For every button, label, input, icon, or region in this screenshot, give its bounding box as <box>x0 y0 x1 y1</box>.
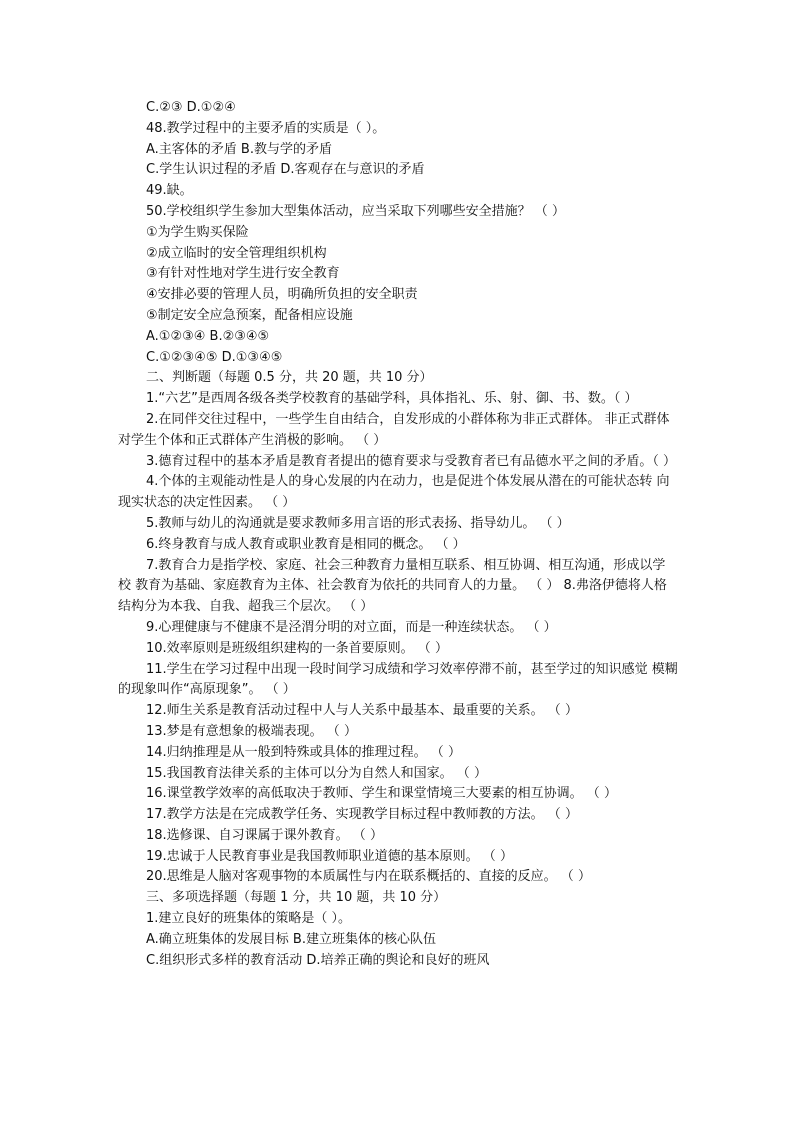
tf-question-19: 19.忠诚于人民教育事业是我国教师职业道德的基本原则。 （ ） <box>146 848 513 864</box>
tf-question-2: 2.在同伴交往过程中，一些学生自由结合，自发形成的小群体称为非正式群体。 非正式群体 对学生个体和正式群体产生消极的影响。 （ ） <box>118 411 670 448</box>
tf-question-1: 1.“六艺”是西周各级各类学校教育的基础学科，具体指礼、乐、射、御、书、数。（ ） <box>146 391 638 407</box>
mc-question-1-options-ab: A.确立班集体的发展目标 B.建立班集体的核心队伍 <box>146 931 436 947</box>
document-body <box>118 98 678 971</box>
answer-options-47-cd: C.②③ D.①②④ <box>146 100 236 115</box>
tf-question-15: 15.我国教育法律关系的主体可以分为自然人和国家。 （ ） <box>146 765 487 781</box>
question-50-item-1: ①为学生购买保险 <box>146 224 249 240</box>
question-50-item-3: ③有针对性地对学生进行安全教育 <box>146 266 340 282</box>
tf-question-6: 6.终身教育与成人教育或职业教育是相同的概念。 （ ） <box>146 536 466 552</box>
question-48-options-ab: A.主客体的矛盾 B.教与学的矛盾 <box>146 141 332 157</box>
mc-question-1: 1.建立良好的班集体的策略是（ ）。 <box>146 911 352 927</box>
question-50-options-cd: C.①②③④⑤ D.①③④⑤ <box>146 349 283 365</box>
question-50-item-4: ④安排必要的管理人员，明确所负担的安全职责 <box>146 287 418 303</box>
tf-question-11: 11.学生在学习过程中出现一段时间学习成绩和学习效率停滞不前，甚至学过的知识感觉 模糊的现象叫作“高原现象”。 （ ） <box>118 661 678 698</box>
tf-question-13: 13.梦是有意想象的极端表现。 （ ） <box>146 723 357 739</box>
section-heading-multiple-choice: 三、多项选择题（每题 1 分，共 10 题，共 10 分） <box>146 890 447 906</box>
section-heading-true-false: 二、判断题（每题 0.5 分，共 20 题，共 10 分） <box>146 370 433 386</box>
question-50-options-ab: A.①②③④ B.②③④⑤ <box>146 328 270 344</box>
question-50-item-2: ②成立临时的安全管理组织机构 <box>146 245 327 261</box>
tf-question-3: 3.德育过程中的基本矛盾是教育者提出的德育要求与受教育者已有品德水平之间的矛盾。（ ） <box>146 453 677 469</box>
tf-question-4: 4.个体的主观能动性是人的身心发展的内在动力，也是促进个体发展从潜在的可能状态转 向现实状态的决定性因素。 （ ） <box>118 474 670 511</box>
tf-question-12: 12.师生关系是教育活动过程中人与人关系中最基本、最重要的关系。 （ ） <box>146 703 578 719</box>
tf-question-5: 5.教师与幼儿的沟通就是要求教师多用言语的形式表扬、指导幼儿。 （ ） <box>146 515 570 531</box>
question-50: 50.学校组织学生参加大型集体活动，应当采取下列哪些安全措施？ （ ） <box>146 203 565 219</box>
tf-question-17: 17.教学方法是在完成教学任务、实现教学目标过程中教师教的方法。 （ ） <box>146 807 578 823</box>
question-48-options-cd: C.学生认识过程的矛盾 D.客观存在与意识的矛盾 <box>146 162 425 178</box>
mc-question-1-options-cd: C.组织形式多样的教育活动 D.培养正确的舆论和良好的班风 <box>146 952 490 968</box>
tf-question-9: 9.心理健康与不健康不是泾渭分明的对立面，而是一种连续状态。 （ ） <box>146 619 557 635</box>
tf-question-20: 20.思维是人脑对客观事物的本质属性与内在联系概括的、直接的反应。 （ ） <box>146 869 591 885</box>
tf-question-14: 14.归纳推理是从一般到特殊或具体的推理过程。 （ ） <box>146 744 461 760</box>
tf-question-7-8: 7.教育合力是指学校、家庭、社会三种教育力量相互联系、相互协调、相互沟通，形成以学校 教育为基础、家庭教育为主体、社会教育为依托的共同育人的力量。 （ ） 8.弗洛伊德将人格结构分为本我、自我、超我三个层次。 （ ） <box>118 557 667 615</box>
question-50-item-5: ⑤制定安全应急预案，配备相应设施 <box>146 307 353 323</box>
tf-question-18: 18.选修课、自习课属于课外教育。 （ ） <box>146 827 383 843</box>
question-49: 49.缺。 <box>146 183 193 199</box>
tf-question-16: 16.课堂教学效率的高低取决于教师、学生和课堂情境三大要素的相互协调。 （ ） <box>146 786 617 802</box>
tf-question-10: 10.效率原则是班级组织建构的一条首要原则。 （ ） <box>146 640 448 656</box>
question-48: 48.教学过程中的主要矛盾的实质是（ ）。 <box>146 120 386 136</box>
